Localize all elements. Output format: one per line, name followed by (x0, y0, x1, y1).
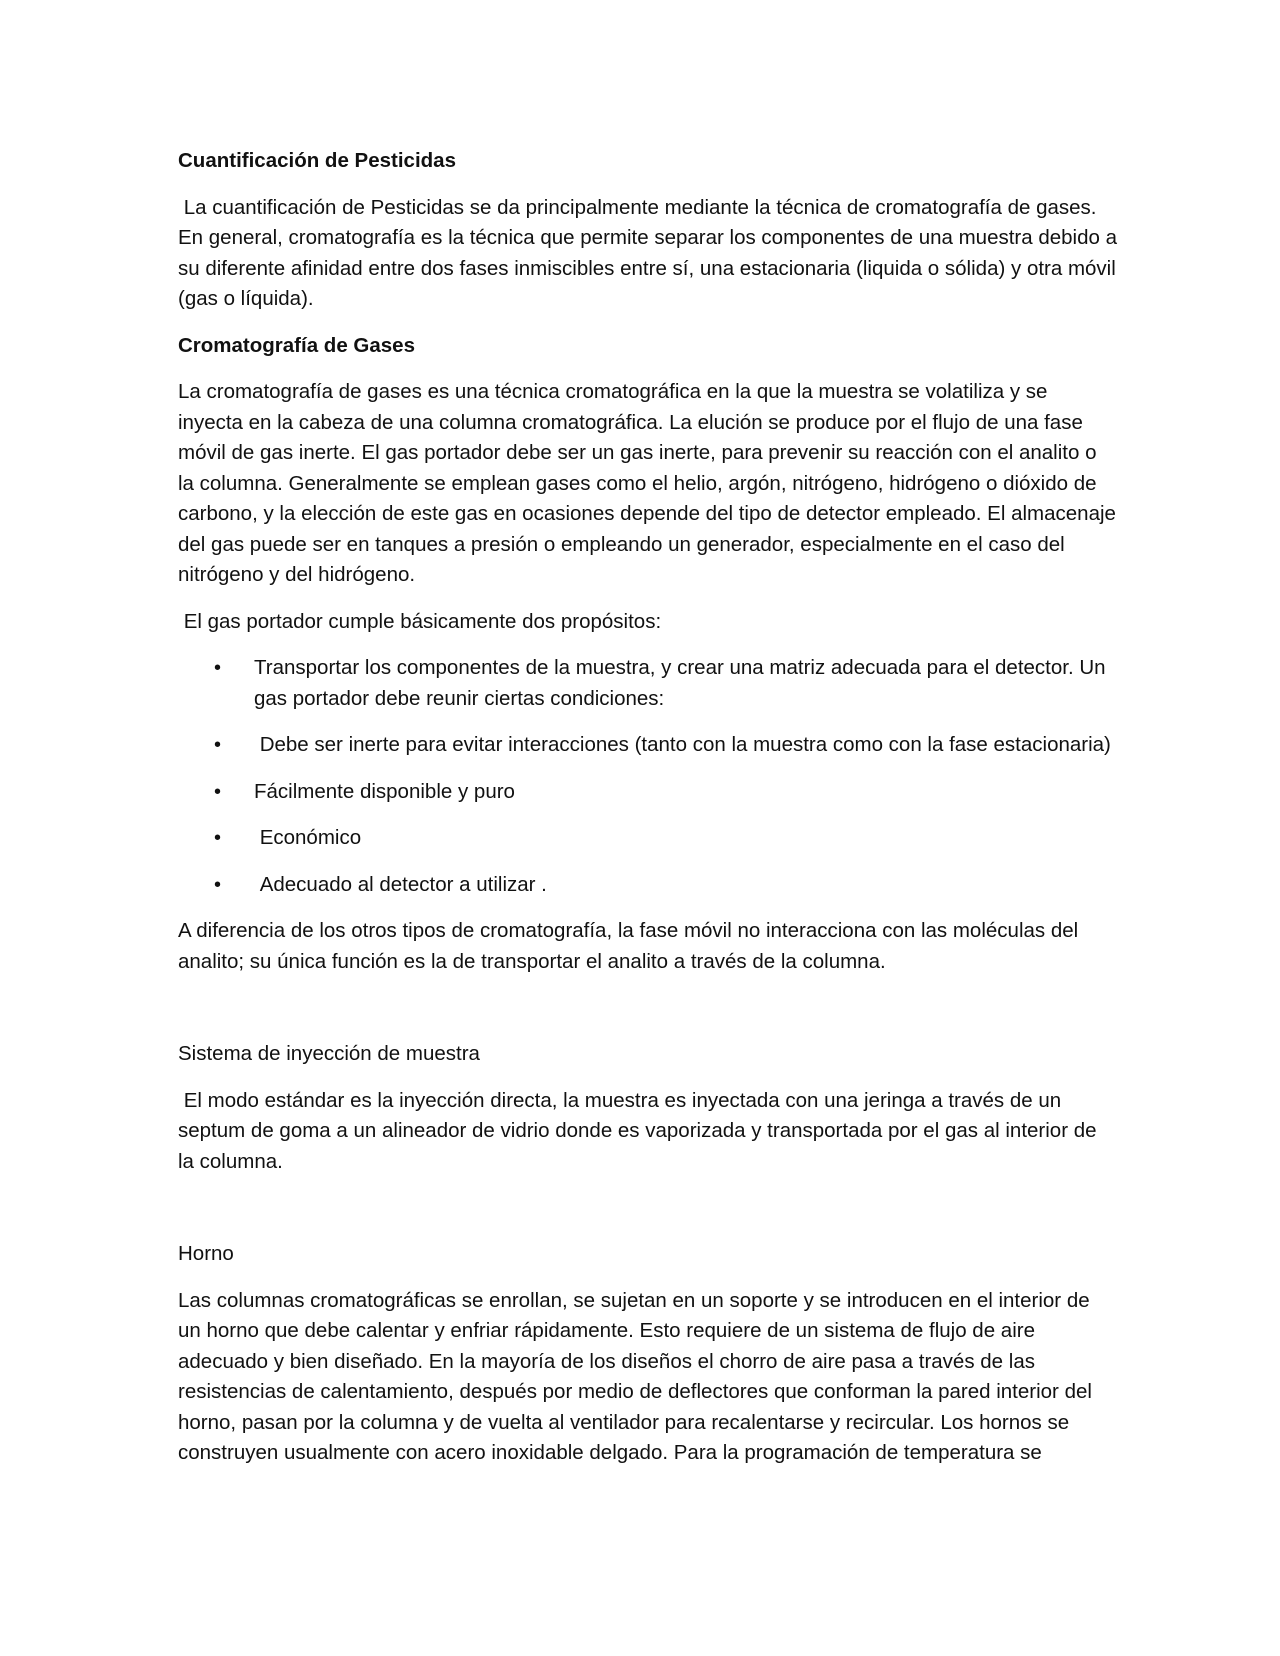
section-spacer (178, 993, 1118, 1039)
bullet-icon: • (214, 657, 222, 679)
carrier-intro: El gas portador cumple básicamente dos propósitos: (178, 609, 662, 633)
bullet-icon: • (214, 873, 222, 896)
list-item-text: Fácilmente disponible y puro (254, 779, 515, 803)
list-item (178, 823, 1118, 854)
gc-paragraph: La cromatografía de gases es una técnica cromatográfica en la que la muestra se volatiliza y se inyecta en la cabeza de una columna cromatográfica. La elución se produce por el flujo de una fase móvil de gas inerte. El gas portador debe ser un gas inerte, para prevenir su reacción con el analito o la columna. Generalmente se emplean gases como el helio, argón, nitrógeno, hidrógeno o dióxido de carbono, y la elección de este gas en ocasiones depende del tipo de detector empleado. El almacenaje del gas puede ser en tanques a presión o empleando un generador, especialmente en el caso del nitrógeno y del hidrógeno. (178, 380, 1116, 586)
bullet-icon: • (214, 734, 222, 756)
document-title: Cuantificación de Pesticidas (178, 149, 456, 172)
carrier-bullet-list (178, 653, 1118, 900)
gc-closing-paragraph: A diferencia de los otros tipos de cromatografía, la fase móvil no interacciona con las moléculas del analito; su única función es la de transportar el analito a través de la columna. (178, 919, 1079, 973)
bullet-icon: • (214, 827, 222, 849)
section-heading-oven: Horno (178, 1242, 234, 1265)
injection-paragraph: El modo estándar es la inyección directa, la muestra es inyectada con una jeringa a través de un septum de goma a un alineador de vidrio donde es vaporizada y transportada por el gas al interior de la columna. (178, 1088, 1103, 1173)
section-heading-injection: Sistema de inyección de muestra (178, 1042, 480, 1065)
oven-paragraph: Las columnas cromatográficas se enrollan, se sujetan en un soporte y se introducen en el interior de un horno que debe calentar y enfriar rápidamente. Esto requiere de un sistema de flujo de aire adecuado y bien diseñado. En la mayoría de los diseños el chorro de aire pasa a través de las resistencias de calentamiento, después por medio de deflectores que conforman la pared interior del horno, pasan por la columna y de vuelta al ventilador para recalentarse y recircular. Los hornos se construyen usualmente con acero inoxidable delgado. Para la programación de temperatura se (178, 1288, 1092, 1464)
section-heading-gc: Cromatografía de Gases (178, 333, 415, 357)
list-item-text: Económico (254, 826, 362, 849)
list-item (178, 777, 1118, 808)
list-item (178, 870, 1118, 901)
section-spacer (178, 1193, 1118, 1239)
list-item-text: Debe ser inerte para evitar interacciones (tanto con la muestra como con la fase estacionaria) (254, 733, 1111, 756)
list-item-text: Adecuado al detector a utilizar . (254, 872, 547, 896)
list-item-text: Transportar los componentes de la muestra, y crear una matriz adecuada para el detector. Un gas portador debe reunir ciertas condiciones: (254, 656, 1112, 710)
document-body (178, 146, 1123, 1485)
list-item (178, 653, 1118, 714)
intro-paragraph: La cuantificación de Pesticidas se da principalmente mediante la técnica de cromatografía de gases. En general, cromatografía es la técnica que permite separar los componentes de una muestra debido a su diferente afinidad entre dos fases inmiscibles entre sí, una estacionaria (liquida o sólida) y otra móvil (gas o líquida). (178, 195, 1123, 310)
list-item (178, 730, 1118, 761)
bullet-icon: • (214, 780, 222, 803)
